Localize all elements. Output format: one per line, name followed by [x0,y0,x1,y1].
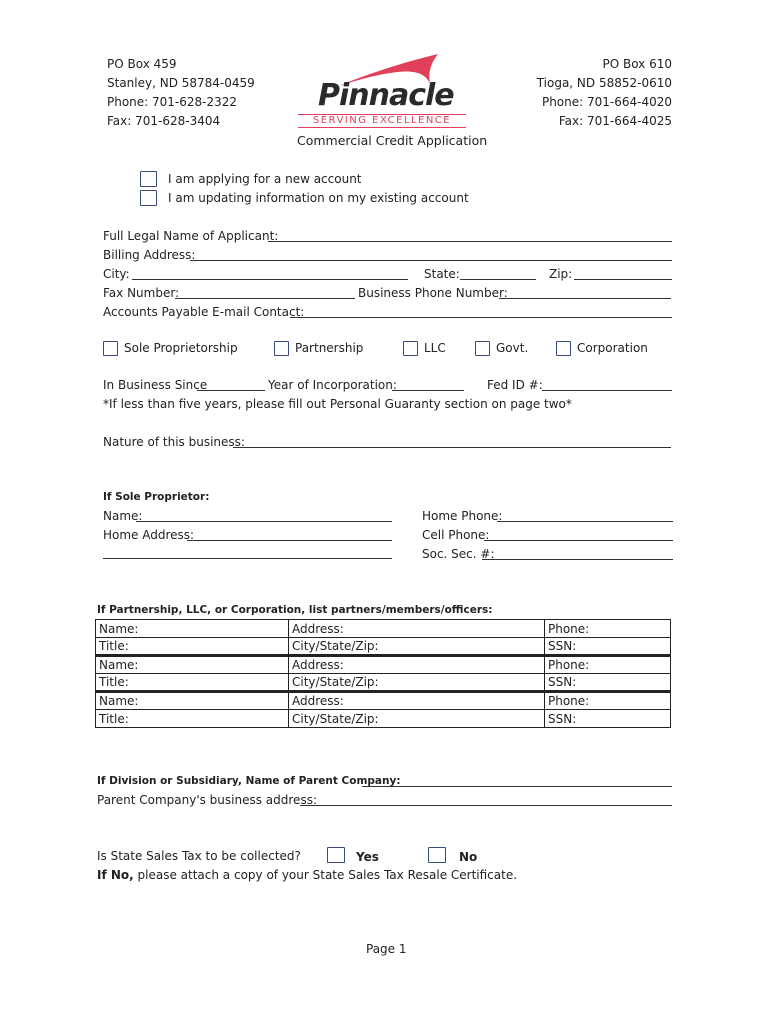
sp-ssn-label: Soc. Sec. #: [422,547,495,561]
right-address-phone: Phone: 701-664-4020 [541,95,672,109]
partner-title-cell[interactable]: Title: [96,710,289,728]
corporation-label: Corporation [577,341,648,355]
table-row [96,620,671,638]
partner-ssn-cell[interactable]: SSN: [545,638,671,656]
sales-tax-note-text: please attach a copy of your State Sales Tax Resale Certificate. [133,868,518,882]
partner-name-cell[interactable]: Name: [96,620,289,638]
sole-proprietorship-label: Sole Proprietorship [124,341,238,355]
year-of-incorporation-label: Year of Incorporation: [268,378,397,392]
fax-number-label: Fax Number: [103,286,180,300]
logo-tagline: SERVING EXCELLENCE [298,114,466,128]
year-of-incorporation-field[interactable] [392,390,464,391]
sp-home-phone-label: Home Phone: [422,509,503,523]
left-address-block [107,55,255,131]
sp-cell-phone-field[interactable] [484,540,673,541]
fax-number-field[interactable] [175,298,355,299]
parent-address-field[interactable] [300,805,672,806]
sp-home-address-field-2[interactable] [103,558,392,559]
logo-wordmark: Pinnacle [318,78,454,113]
parent-company-heading: If Division or Subsidiary, Name of Parent Company: [97,775,401,787]
billing-address-field[interactable] [190,260,672,261]
right-address-fax: Fax: 701-664-4025 [558,114,672,128]
ap-email-field[interactable] [290,317,672,318]
update-account-checkbox[interactable] [140,190,157,206]
new-account-label: I am applying for a new account [168,172,362,186]
parent-company-name-field[interactable] [362,786,672,787]
sp-name-field[interactable] [136,521,392,522]
sales-tax-no-label: No [459,850,478,864]
partner-name-cell[interactable]: Name: [96,656,289,674]
left-address-line1: PO Box 459 [107,57,177,71]
page-number: Page 1 [366,942,407,956]
ap-email-label: Accounts Payable E-mail Contact: [103,305,305,319]
in-business-since-label: In Business Since [103,378,208,392]
partner-ssn-cell[interactable]: SSN: [545,674,671,692]
sales-tax-note [97,868,517,883]
fed-id-field[interactable] [542,390,672,391]
form-title: Commercial Credit Application [297,133,488,148]
left-address-phone: Phone: 701-628-2322 [107,95,238,109]
pinnacle-logo [298,52,468,128]
table-row [96,692,671,710]
fed-id-label: Fed ID #: [487,378,543,392]
state-label: State: [424,267,460,281]
table-row [96,674,671,692]
city-label: City: [103,267,130,281]
partner-phone-cell[interactable]: Phone: [545,692,671,710]
partner-name-cell[interactable]: Name: [96,692,289,710]
partner-city-cell[interactable]: City/State/Zip: [289,674,545,692]
nature-of-business-field[interactable] [233,447,671,448]
sp-ssn-field[interactable] [482,559,673,560]
left-address-fax: Fax: 701-628-3404 [107,114,221,128]
llc-checkbox[interactable] [403,341,418,356]
right-address-block [537,55,672,131]
sales-tax-question: Is State Sales Tax to be collected? [97,849,301,863]
sales-tax-note-bold: If No, [97,868,134,882]
sp-cell-phone-label: Cell Phone: [422,528,490,542]
sales-tax-no-checkbox[interactable] [428,847,446,863]
partner-address-cell[interactable]: Address: [289,692,545,710]
right-address-line2: Tioga, ND 58852-0610 [536,76,672,90]
partner-address-cell[interactable]: Address: [289,620,545,638]
sales-tax-yes-label: Yes [356,850,379,864]
llc-label: LLC [424,341,446,355]
table-row [96,710,671,728]
corporation-checkbox[interactable] [556,341,571,356]
full-legal-name-field[interactable] [268,241,672,242]
nature-of-business-label: Nature of this business: [103,435,245,449]
partner-phone-cell[interactable]: Phone: [545,620,671,638]
partner-phone-cell[interactable]: Phone: [545,656,671,674]
right-address-line1: PO Box 610 [602,57,672,71]
table-row [96,656,671,674]
partner-city-cell[interactable]: City/State/Zip: [289,710,545,728]
full-legal-name-label: Full Legal Name of Applicant: [103,229,279,243]
parent-address-label: Parent Company's business address: [97,793,317,807]
govt-checkbox[interactable] [475,341,490,356]
partnership-checkbox[interactable] [274,341,289,356]
partner-ssn-cell[interactable]: SSN: [545,710,671,728]
guaranty-note: *If less than five years, please fill out Personal Guaranty section on page two* [103,397,572,411]
sp-home-address-label: Home Address: [103,528,195,542]
zip-label: Zip: [549,267,573,281]
new-account-checkbox[interactable] [140,171,157,187]
in-business-since-field[interactable] [197,390,265,391]
partnership-label: Partnership [295,341,364,355]
billing-address-label: Billing Address: [103,248,196,262]
table-row [96,638,671,656]
state-field[interactable] [460,279,536,280]
sole-proprietor-heading: If Sole Proprietor: [103,491,210,503]
govt-label: Govt. [496,341,529,355]
left-address-line2: Stanley, ND 58784-0459 [107,76,255,90]
partners-table [95,619,671,728]
partner-address-cell[interactable]: Address: [289,656,545,674]
partners-heading: If Partnership, LLC, or Corporation, list partners/members/officers: [97,604,493,616]
update-account-label: I am updating information on my existing account [168,191,469,205]
sp-name-label: Name: [103,509,143,523]
partner-city-cell[interactable]: City/State/Zip: [289,638,545,656]
city-field[interactable] [132,279,408,280]
business-phone-field[interactable] [499,298,671,299]
partner-title-cell[interactable]: Title: [96,674,289,692]
sole-proprietorship-checkbox[interactable] [103,341,118,356]
partner-title-cell[interactable]: Title: [96,638,289,656]
zip-field[interactable] [574,279,672,280]
sales-tax-yes-checkbox[interactable] [327,847,345,863]
sp-home-phone-field[interactable] [497,521,673,522]
business-phone-label: Business Phone Number: [358,286,508,300]
sp-home-address-field[interactable] [187,540,392,541]
